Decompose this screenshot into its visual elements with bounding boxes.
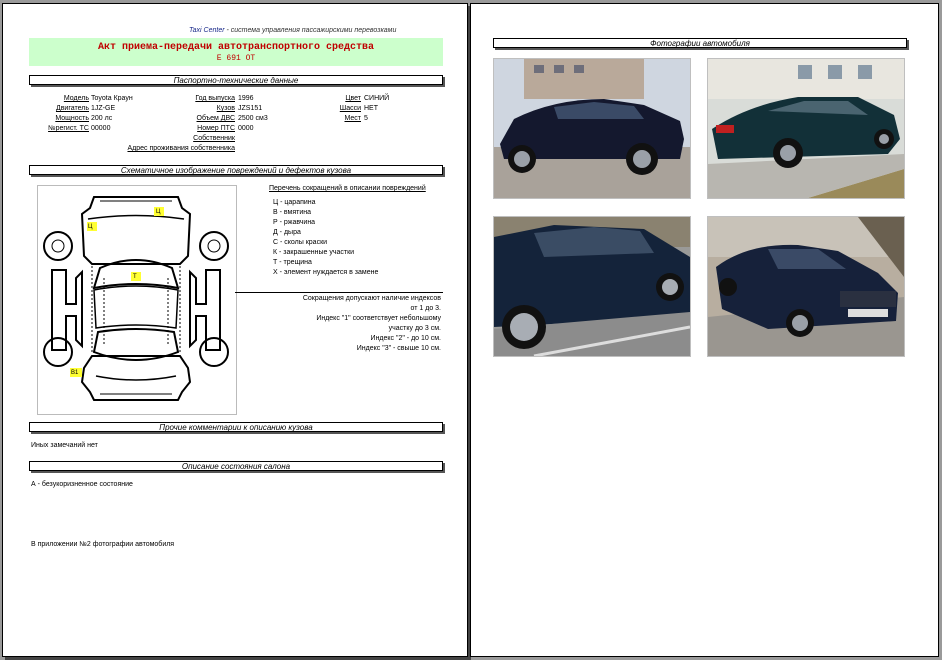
car-photo-2[interactable] xyxy=(707,58,905,199)
comments-text: Иных замечаний нет xyxy=(31,442,98,449)
seats-label: Мест xyxy=(344,115,361,122)
model-value: Toyota Краун xyxy=(91,95,133,102)
legend-item: Р - ржавчина xyxy=(273,219,316,226)
car-outline-svg xyxy=(38,186,234,412)
header-line xyxy=(189,27,396,35)
volume-value: 2500 см3 xyxy=(238,115,268,122)
power-label: Мощность xyxy=(55,115,89,122)
page-title: Акт приема-передачи автотранспортного средства xyxy=(97,42,375,53)
damage-marker-1: Ц xyxy=(88,224,93,230)
reg-label: №регист. ТС xyxy=(48,125,89,132)
legend-item: В - вмятина xyxy=(273,209,312,216)
chassis-label: Шасси xyxy=(339,105,361,112)
interior-text: А - безукоризненное состояние xyxy=(31,481,133,488)
car-photo-3[interactable] xyxy=(493,216,691,357)
owner-address-label: Адрес проживания собственника xyxy=(127,145,235,152)
appendix-text: В приложении №2 фотографии автомобиля xyxy=(31,541,175,548)
note-line: Индекс "1" соответствует небольшому xyxy=(316,315,441,322)
legend-item: Д - дыра xyxy=(273,229,301,236)
damage-marker-3: Т xyxy=(133,274,137,280)
report-page-1 xyxy=(2,3,468,657)
plate-number: Е 691 ОТ xyxy=(216,54,256,63)
seats-value: 5 xyxy=(364,115,368,122)
legend-title: Перечень сокращений в описании повреждений xyxy=(269,185,426,192)
title-box xyxy=(29,38,443,66)
year-label: Год выпуска xyxy=(195,95,235,102)
note-line: участку до 3 см. xyxy=(388,325,441,332)
legend-item: С - сколы краски xyxy=(273,239,328,246)
legend-item: Ц - царапина xyxy=(273,199,316,206)
section-passport: Паспортно-технические данные xyxy=(29,75,443,85)
color-label: Цвет xyxy=(345,95,361,102)
car-photo-4[interactable] xyxy=(707,216,905,357)
car-damage-diagram xyxy=(37,185,237,415)
note-line: Индекс "3" - свыше 10 см. xyxy=(356,345,441,352)
body-value: JZS151 xyxy=(238,105,263,112)
notes-divider xyxy=(235,292,443,293)
car-photo-1[interactable] xyxy=(493,58,691,199)
pts-value: 0000 xyxy=(238,125,254,132)
brand-tagline: - система управления пассажирскими перевозками xyxy=(224,27,397,34)
color-value: СИНИЙ xyxy=(364,95,390,102)
damage-marker-4: В1 xyxy=(71,370,79,376)
damage-marker-2: Ц xyxy=(156,209,161,215)
chassis-value: НЕТ xyxy=(364,105,378,112)
legend-item: Т - трещина xyxy=(273,259,312,266)
note-line: от 1 до 3. xyxy=(410,305,441,312)
section-photos: Фотографии автомобиля xyxy=(493,38,907,48)
engine-value: 1JZ-GE xyxy=(91,105,116,112)
report-page-2 xyxy=(470,3,939,657)
note-line: Сокращения допускают наличие индексов xyxy=(302,295,441,302)
model-label: Модель xyxy=(63,95,89,102)
legend-item: К - закрашенные участки xyxy=(273,249,355,256)
note-line: Индекс "2" - до 10 см. xyxy=(370,335,441,342)
engine-label: Двигатель xyxy=(55,105,89,112)
owner-label: Собственник xyxy=(193,135,235,142)
section-schema: Схематичное изображение повреждений и дефектов кузова xyxy=(29,165,443,175)
brand-name: Taxi Center xyxy=(189,27,225,34)
section-interior: Описание состояния салона xyxy=(29,461,443,471)
power-value: 200 лс xyxy=(91,115,113,122)
pts-label: Номер ПТС xyxy=(197,125,235,132)
reg-value: 00000 xyxy=(91,125,111,132)
year-value: 1996 xyxy=(238,95,254,102)
legend-item: Х - элемент нуждается в замене xyxy=(273,269,379,276)
body-label: Кузов xyxy=(216,105,235,112)
section-comments: Прочие комментарии к описанию кузова xyxy=(29,422,443,432)
volume-label: Объем ДВС xyxy=(196,115,235,122)
